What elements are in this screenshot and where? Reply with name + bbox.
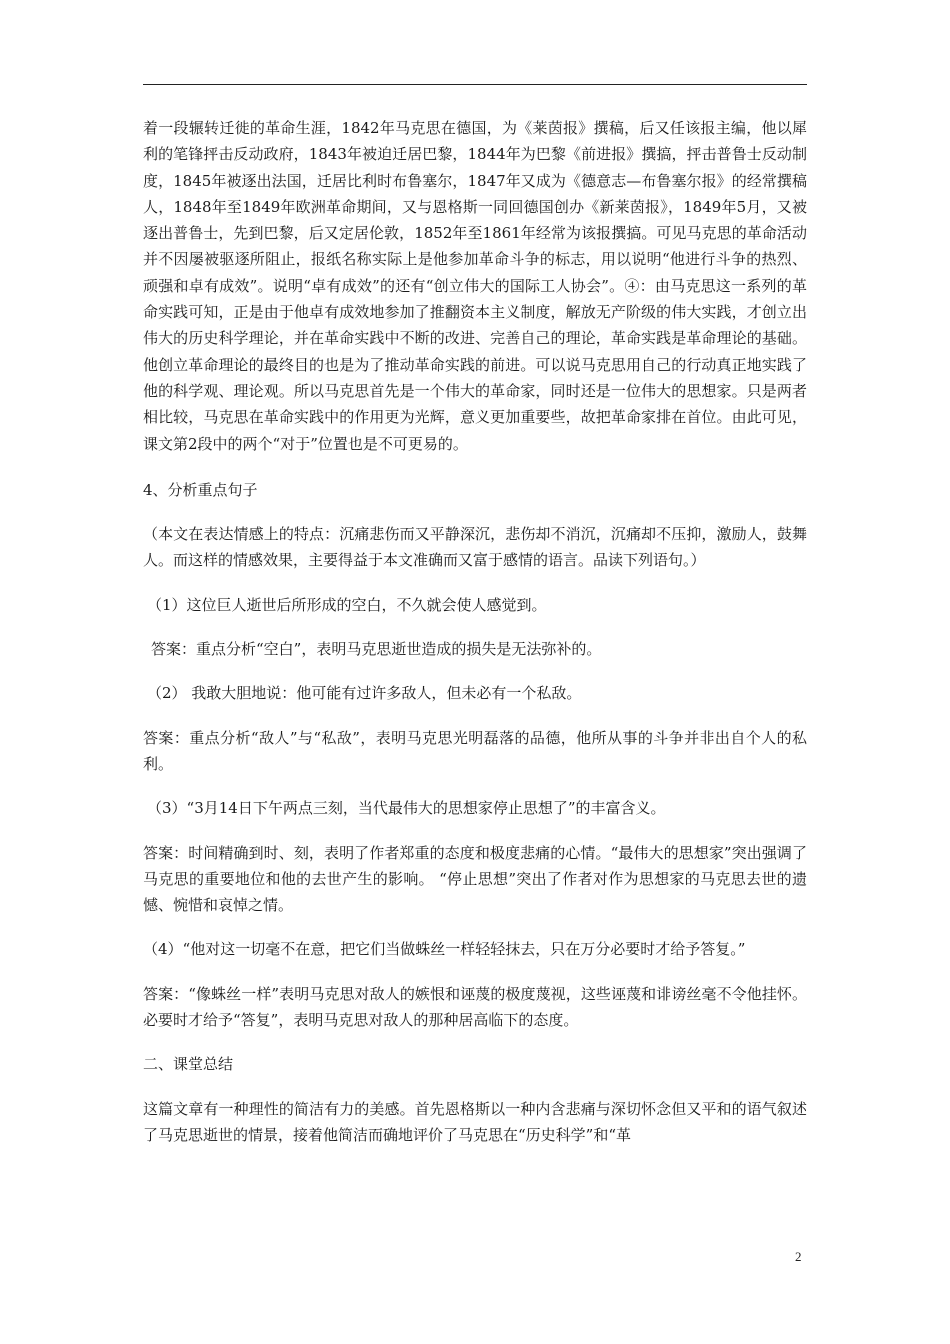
question-4: （4）“他对这一切毫不在意，把它们当做蛛丝一样轻轻抹去，只在万分必要时才给予答复。” bbox=[143, 940, 746, 959]
answer-1: 答案：重点分析“空白”，表明马克思逝世造成的损失是无法弥补的。 bbox=[151, 640, 602, 659]
question-1: （1）这位巨人逝世后所形成的空白，不久就会使人感觉到。 bbox=[147, 595, 547, 614]
page-number: 2 bbox=[795, 1249, 802, 1264]
section-heading-analyze-sentences: 4、分析重点句子 bbox=[143, 480, 258, 499]
paragraph-revolutionary-career: 着一段辗转迁徙的革命生涯，1842年马克思在德国，为《莱茵报》撰稿，后又任该报主编，他以犀利的笔锋抨击反动政府，1843年被迫迁居巴黎，1844年为巴黎《前进报》撰搞，抨击普鲁士反动制度，1845年被逐出法国，迁居比利时布鲁塞尔，1847年又成为《德意志—布鲁塞尔报》的经常撰稿人，1848年至1849年欧洲革命期间，又与恩格斯一同回德国创办《新莱茵报》，1849年5月，又被逐出普鲁士，先到巴黎，后又定居伦敦，1852年至1861年经常为该报撰搞。可见马克思的革命活动并不因屡被驱逐所阻止，报纸名称实际上是他参加革命斗争的标志，用以说明“他进行斗争的热烈、顽强和卓有成效”。说明“卓有成效”的还有“创立伟大的国际工人协会”。④：由马克思这一系列的革命实践可知，正是由于他卓有成效地参加了推翻资本主义制度，解放无产阶级的伟大实践，才创立出伟大的历史科学理论，并在革命实践中不断的改进、完善自己的理论，革命实践是革命理论的基础。他创立革命理论的最终目的也是为了推动革命实践的前进。可以说马克思用自己的行动真正地实践了他的科学观、理论观。所以马克思首先是一个伟大的革命家，同时还是一位伟大的思想家。只是两者相比较，马克思在革命实践中的作用更为光辉，意义更加重要些，故把革命家排在首位。由此可见，课文第2段中的两个“对于”位置也是不可更易的。 bbox=[143, 119, 807, 453]
header-rule bbox=[143, 84, 807, 85]
answer-4: 答案：“像蛛丝一样”表明马克思对敌人的嫉恨和诬蔑的极度蔑视，这些诬蔑和诽谤丝毫不令他挂怀。必要时才给予“答复”，表明马克思对敌人的那种居高临下的态度。 bbox=[143, 984, 807, 1030]
question-3: （3）“3月14日下午两点三刻，当代最伟大的思想家停止思想了”的丰富含义。 bbox=[147, 799, 666, 818]
paragraph-emotion-intro: （本文在表达情感上的特点：沉痛悲伤而又平静深沉，悲伤却不消沉，沉痛却不压抑，激励人，鼓舞人。而这样的情感效果，主要得益于本文准确而又富于感情的语言。品读下列语句。） bbox=[143, 525, 807, 570]
answer-3: 答案：时间精确到时、刻，表明了作者郑重的态度和极度悲痛的心情。“最伟大的思想家”突出强调了马克思的重要地位和他的去世产生的影响。 “停止思想”突出了作者对作为思想家的马克思去世的遗憾、惋惜和哀悼之情。 bbox=[143, 843, 807, 915]
answer-2: 答案：重点分析“敌人”与“私敌”，表明马克思光明磊落的品德，他所从事的斗争并非出自个人的私利。 bbox=[143, 728, 807, 773]
document-body bbox=[143, 115, 807, 1148]
question-2: （2） 我敢大胆地说：他可能有过许多敌人，但未必有一个私敌。 bbox=[147, 684, 582, 703]
paragraph-summary: 这篇文章有一种理性的简洁有力的美感。首先恩格斯以一种内含悲痛与深切怀念但又平和的语气叙述了马克思逝世的情景，接着他简洁而确地评价了马克思在“历史科学”和“革 bbox=[143, 1099, 807, 1144]
section-heading-summary: 二、课堂总结 bbox=[143, 1055, 234, 1074]
